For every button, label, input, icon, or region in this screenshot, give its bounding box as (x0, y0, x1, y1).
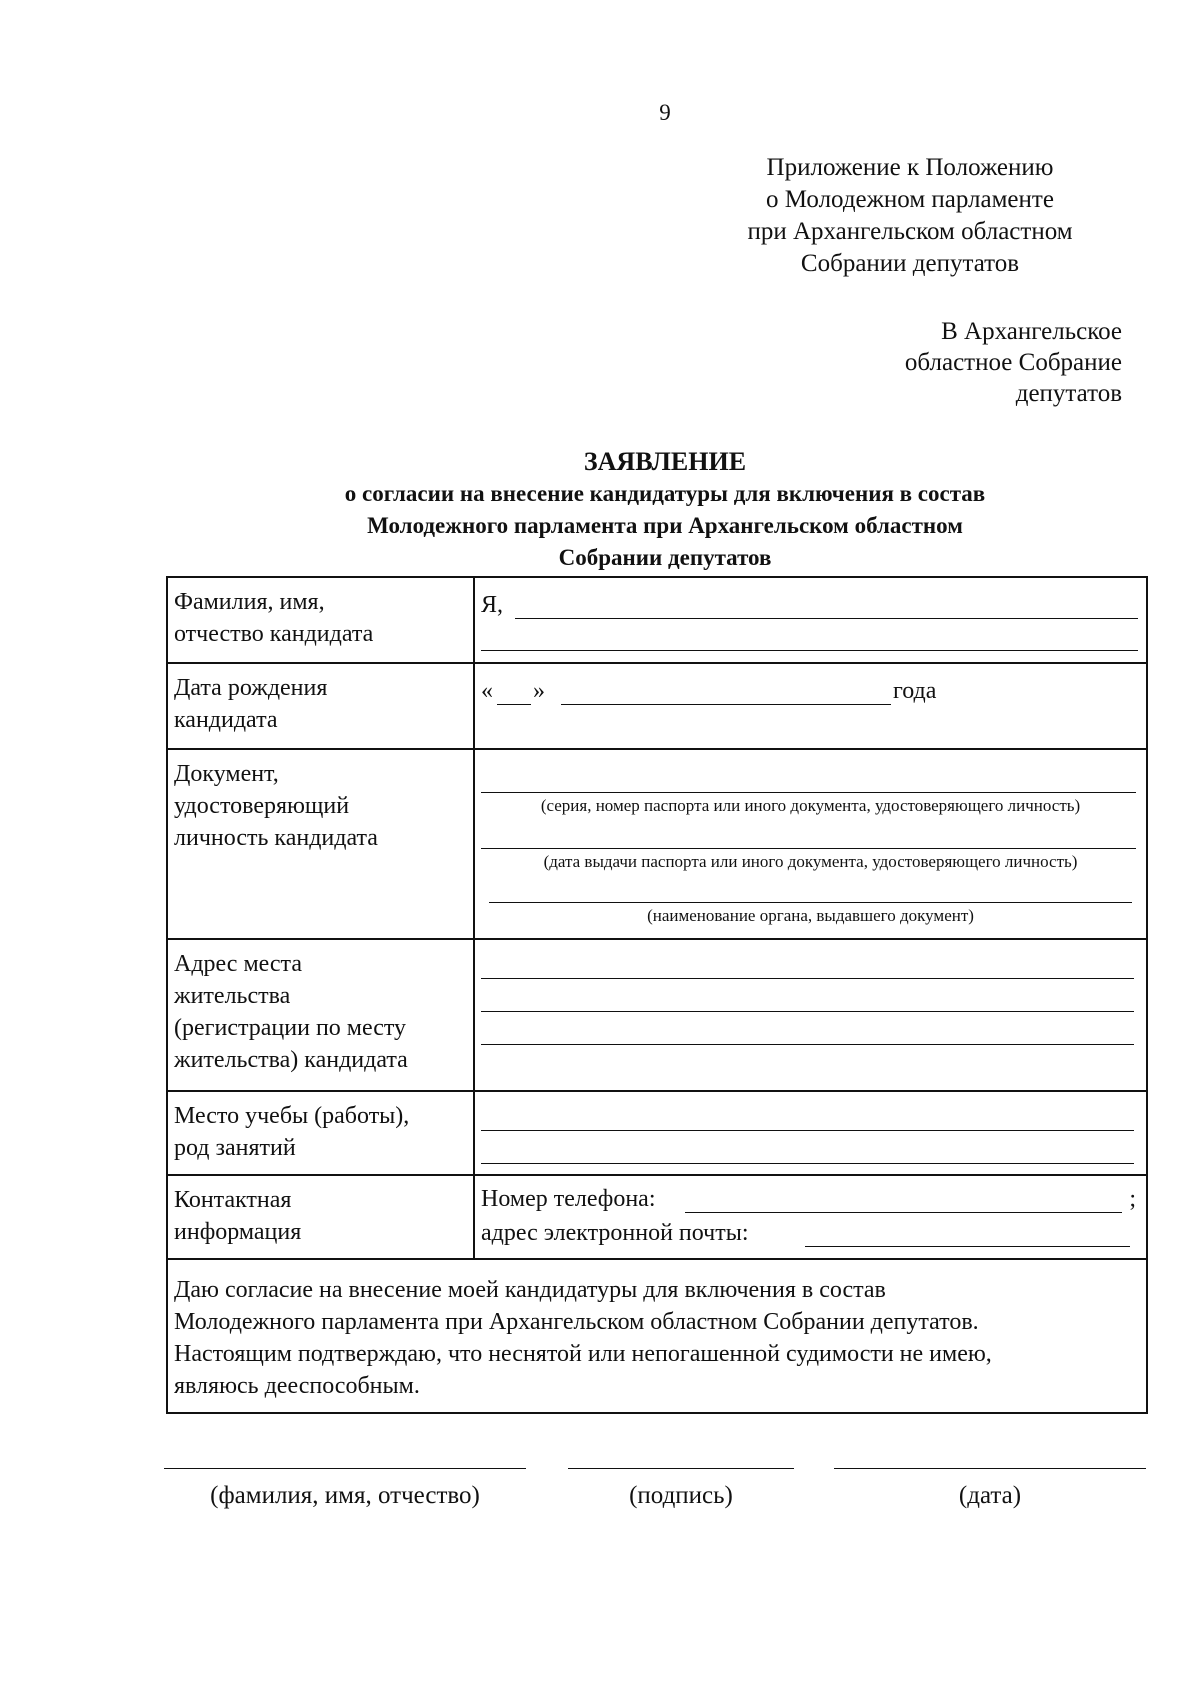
fio-field-line-1[interactable] (515, 618, 1138, 619)
fio-label (167, 577, 474, 663)
fio-value-cell (474, 577, 1147, 663)
consent-text (167, 1259, 1147, 1413)
label-line: информация (174, 1219, 302, 1245)
contacts-value-cell (474, 1175, 1147, 1259)
signature-caption: (подпись) (629, 1482, 733, 1509)
label-line: личность кандидата (174, 825, 378, 851)
label-line: Дата рождения (174, 675, 328, 701)
consent-line: являюсь дееспособным. (174, 1373, 420, 1399)
consent-line: Даю согласие на внесение моей кандидатуры для включения в состав (174, 1277, 886, 1303)
appendix-line: Приложение к Положению (766, 154, 1054, 181)
address-field-line-1[interactable] (481, 978, 1134, 979)
label-line: Адрес места (174, 951, 302, 977)
row-consent (167, 1259, 1147, 1413)
title-subline: Собрании депутатов (558, 545, 772, 570)
title-heading: ЗАЯВЛЕНИЕ (583, 447, 747, 476)
label-line: (регистрации по месту (174, 1015, 407, 1041)
label-line: жительства (174, 983, 291, 1009)
document-title (150, 446, 1180, 574)
year-word: года (893, 678, 937, 704)
study-work-field-line-1[interactable] (481, 1130, 1134, 1131)
row-address (167, 939, 1147, 1091)
appendix-note (700, 152, 1120, 280)
row-document (167, 749, 1147, 939)
row-study-work (167, 1091, 1147, 1175)
doc-issue-date-field[interactable] (481, 848, 1136, 849)
row-contacts (167, 1175, 1147, 1259)
label-line: Место учебы (работы), (174, 1103, 410, 1129)
birthdate-label (167, 663, 474, 749)
study-work-field-line-2[interactable] (481, 1163, 1134, 1164)
phone-label: Номер телефона: (481, 1186, 656, 1212)
fio-signature-line[interactable] (164, 1468, 526, 1469)
addressee-line: В Архангельское (941, 318, 1122, 345)
birth-month-year-field[interactable] (561, 704, 891, 705)
addressee (840, 316, 1122, 409)
doc-issuer-field[interactable] (489, 902, 1132, 903)
page-number: 9 (659, 100, 671, 125)
appendix-line: Собрании депутатов (800, 250, 1020, 277)
consent-line: Настоящим подтверждаю, что неснятой или непогашенной судимости не имею, (174, 1341, 992, 1367)
fio-signature-caption: (фамилия, имя, отчество) (210, 1482, 480, 1509)
doc-issuer-caption: (наименование органа, выдавшего документ) (647, 906, 974, 925)
appendix-line: о Молодежном парламенте (766, 186, 1054, 213)
phone-field[interactable] (685, 1212, 1122, 1213)
contacts-label (167, 1175, 474, 1259)
row-birthdate (167, 663, 1147, 749)
address-field-line-3[interactable] (481, 1044, 1134, 1045)
quote-open: « (481, 678, 493, 704)
signature-line[interactable] (568, 1468, 794, 1469)
label-line: Документ, (174, 761, 279, 787)
address-value-cell (474, 939, 1147, 1091)
birthdate-value-cell (474, 663, 1147, 749)
date-caption: (дата) (958, 1482, 1022, 1509)
email-label: адрес электронной почты: (481, 1220, 749, 1246)
fio-prefix: Я, (481, 592, 504, 618)
birth-day-field[interactable] (497, 704, 531, 705)
fio-field-line-2[interactable] (481, 650, 1138, 651)
address-label (167, 939, 474, 1091)
addressee-line: областное Собрание (904, 349, 1122, 376)
consent-line: Молодежного парламента при Архангельском областном Собрании депутатов. (174, 1309, 979, 1335)
label-line: удостоверяющий (174, 793, 350, 819)
phone-semicolon: ; (1129, 1186, 1136, 1212)
document-label (167, 749, 474, 939)
label-line: жительства) кандидата (174, 1047, 408, 1073)
label-line: Фамилия, имя, (174, 589, 325, 615)
label-line: Контактная (174, 1187, 292, 1213)
email-field[interactable] (805, 1246, 1130, 1247)
addressee-line: депутатов (1015, 380, 1122, 407)
application-form-table (166, 576, 1148, 1414)
address-field-line-2[interactable] (481, 1011, 1134, 1012)
study-work-label (167, 1091, 474, 1175)
label-line: род занятий (174, 1135, 296, 1161)
doc-series-caption: (серия, номер паспорта или иного документа, удостоверяющего личность) (540, 796, 1081, 815)
label-line: кандидата (174, 707, 278, 733)
document-value-cell (474, 749, 1147, 939)
label-line: отчество кандидата (174, 621, 374, 647)
row-fio (167, 577, 1147, 663)
title-subline: Молодежного парламента при Архангельском областном (367, 513, 963, 538)
date-signature-line[interactable] (834, 1468, 1146, 1469)
appendix-line: при Архангельском областном (747, 218, 1073, 245)
doc-series-number-field[interactable] (481, 792, 1136, 793)
title-subline: о согласии на внесение кандидатуры для включения в состав (344, 481, 986, 506)
study-work-value-cell (474, 1091, 1147, 1175)
doc-issue-date-caption: (дата выдачи паспорта или иного документа, удостоверяющего личность) (543, 852, 1078, 871)
quote-close: » (533, 678, 545, 704)
